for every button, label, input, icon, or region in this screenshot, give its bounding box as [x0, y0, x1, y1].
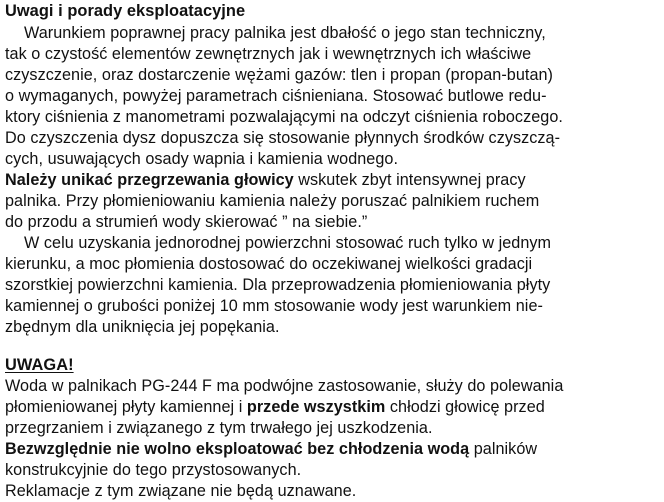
paragraph-line: szorstkiej powierzchni kamienia. Dla przeprowadzenia płomieniowania płyty	[5, 276, 551, 294]
paragraph-line: ktory ciśnienia z manometrami pozwalającymi na odczyt ciśnienia roboczego.	[5, 108, 563, 126]
paragraph-line: cych, usuwających osady wapnia i kamienia wodnego.	[5, 150, 399, 168]
paragraph-line: palnika. Przy płomieniowaniu kamienia należy poruszać palnikiem ruchem	[5, 192, 540, 210]
emphasis-text: Bezwzględnie nie wolno eksploatować bez chłodzenia wodą	[5, 440, 470, 458]
paragraph-line: konstrukcyjnie do tego przystosowanych.	[5, 461, 302, 479]
warning-heading: UWAGA!	[5, 356, 74, 374]
paragraph-line: do przodu a strumień wody skierować ” na siebie.”	[5, 213, 368, 231]
emphasis-text: przede wszystkim	[246, 398, 386, 416]
text-segment: chłodzi głowicę przed	[385, 398, 545, 416]
warning-line	[5, 169, 526, 191]
paragraph-line: Warunkiem poprawnej pracy palnika jest dbałość o jego stan techniczny,	[24, 24, 546, 42]
warning-emphasis: Należy unikać przegrzewania głowicy	[5, 171, 294, 189]
section-title: Uwagi i porady eksploatacyjne	[5, 2, 246, 20]
paragraph-line: tak o czystość elementów zewnętrznych jak i wewnętrznych ich właściwe	[5, 45, 532, 63]
text-segment: płomieniowanej płyty kamiennej i	[5, 398, 247, 416]
paragraph-line: W celu uzyskania jednorodnej powierzchni stosować ruch tylko w jednym	[24, 234, 552, 252]
paragraph-line: kierunku, a moc płomienia dostosować do oczekiwanej wielkości gradacji	[5, 255, 533, 273]
text-segment: palników	[469, 440, 538, 458]
paragraph-line: Woda w palnikach PG-244 F ma podwójne zastosowanie, służy do polewania	[5, 377, 564, 395]
paragraph-line: o wymaganych, powyżej parametrach ciśnieniana. Stosować butlowe redu-	[5, 87, 547, 105]
paragraph-line: Reklamacje z tym związane nie będą uznawane.	[5, 482, 357, 500]
paragraph-line: Do czyszczenia dysz dopuszcza się stosowanie płynnych środków czyszczą-	[5, 129, 561, 147]
paragraph-line: kamiennej o grubości poniżej 10 mm stosowanie wody jest warunkiem nie-	[5, 297, 543, 315]
paragraph-line	[5, 438, 537, 460]
paragraph-line: czyszczenie, oraz dostarczenie wężami gazów: tlen i propan (propan-butan)	[5, 66, 554, 84]
paragraph-line: przegrzaniem i związanego z tym trwałego jej uszkodzenia.	[5, 419, 433, 437]
paragraph-line	[5, 396, 545, 418]
paragraph-line: zbędnym dla uniknięcia jej popękania.	[5, 318, 280, 336]
warning-text: wskutek zbyt intensywnej pracy	[293, 171, 526, 189]
